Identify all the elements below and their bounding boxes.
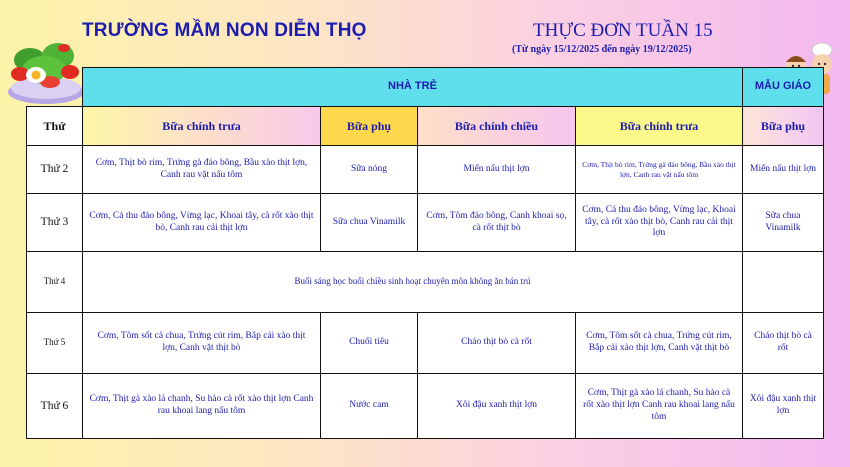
kg-lunch-cell: Cơm, Cá thu đảo bông, Vừng lạc, Khoai tây, cà rốt xào thịt bò, Canh rau cải thịt lợn: [576, 194, 743, 252]
day-cell: Thứ 4: [27, 252, 83, 313]
nursery-afternoon-cell: Miến nấu thịt lợn: [418, 146, 576, 194]
nursery-snack-header: Bữa phụ: [321, 107, 418, 146]
nursery-group-header: NHÀ TRẺ: [83, 68, 743, 107]
nursery-afternoon-cell: Cháo thịt bò cà rốt: [418, 313, 576, 374]
nursery-snack-cell: Nước cam: [321, 374, 418, 439]
nursery-afternoon-cell: Cơm, Tôm đảo bông, Canh khoai sọ, cà rốt thịt bò: [418, 194, 576, 252]
table-row: [27, 252, 824, 313]
kg-snack-cell: Cháo thịt bò cà rốt: [743, 313, 824, 374]
group-header-row: [27, 68, 824, 107]
table-row: [27, 374, 824, 439]
column-header-row: [27, 107, 824, 146]
day-cell: Thứ 2: [27, 146, 83, 194]
nursery-lunch-cell: Cơm, Cá thu đảo bông, Vừng lạc, Khoai tây, cà rốt xào thịt bò, Canh rau cải thịt lợn: [83, 194, 321, 252]
blank-corner: [27, 68, 83, 107]
nursery-afternoon-header: Bữa chính chiều: [418, 107, 576, 146]
nursery-snack-cell: Sữa nóng: [321, 146, 418, 194]
nursery-snack-cell: Chuối tiêu: [321, 313, 418, 374]
day-cell: Thứ 3: [27, 194, 83, 252]
menu-title: THỰC ĐƠN TUẦN 15: [533, 20, 713, 41]
nursery-snack-cell: Sữa chua Vinamilk: [321, 194, 418, 252]
kg-lunch-cell: Cơm, Tôm sốt cà chua, Trứng cút rim, Bắp cải xào thịt lợn, Canh vặt thịt bò: [576, 313, 743, 374]
nursery-lunch-cell: Cơm, Thịt gà xào lá chanh, Su hào cà rốt xào thịt lợn Canh rau khoai lang nấu tôm: [83, 374, 321, 439]
kg-lunch-cell: Cơm, Thịt bò rim, Trứng gà đảo bông, Bầu xào thịt lợn, Canh rau vặt nấu tôm: [576, 146, 743, 194]
kg-snack-header: Bữa phụ: [743, 107, 824, 146]
menu-table: [26, 67, 824, 439]
nursery-lunch-header: Bữa chính trưa: [83, 107, 321, 146]
table-row: [27, 313, 824, 374]
no-lunch-note: Buổi sáng học buổi chiều sinh hoạt chuyên môn không ăn bán trú: [83, 252, 743, 313]
nursery-lunch-cell: Cơm, Tôm sốt cà chua, Trứng cút rim, Bắp cải xào thịt lợn, Canh vặt thịt bò: [83, 313, 321, 374]
kg-lunch-cell: Cơm, Thịt gà xào lá chanh, Su hào cà rốt xào thịt lợn Canh rau khoai lang nấu tôm: [576, 374, 743, 439]
nursery-lunch-cell: Cơm, Thịt bò rim, Trứng gà đảo bông, Bầu xào thịt lợn, Canh rau vặt nấu tôm: [83, 146, 321, 194]
kg-lunch-header: Bữa chính trưa: [576, 107, 743, 146]
table-row: [27, 146, 824, 194]
empty-cell: [743, 252, 824, 313]
table-row: [27, 194, 824, 252]
kg-snack-cell: Sữa chua Vinamilk: [743, 194, 824, 252]
day-column-header: Thứ: [27, 107, 83, 146]
kindergarten-group-header: MẪU GIÁO: [743, 68, 824, 107]
nursery-afternoon-cell: Xôi đậu xanh thịt lợn: [418, 374, 576, 439]
day-cell: Thứ 5: [27, 313, 83, 374]
day-cell: Thứ 6: [27, 374, 83, 439]
kg-snack-cell: Miến nấu thịt lợn: [743, 146, 824, 194]
date-range: (Từ ngày 15/12/2025 đến ngày 19/12/2025): [512, 44, 692, 55]
kg-snack-cell: Xôi đậu xanh thịt lợn: [743, 374, 824, 439]
school-name: TRƯỜNG MẦM NON DIỄN THỌ: [82, 20, 367, 41]
